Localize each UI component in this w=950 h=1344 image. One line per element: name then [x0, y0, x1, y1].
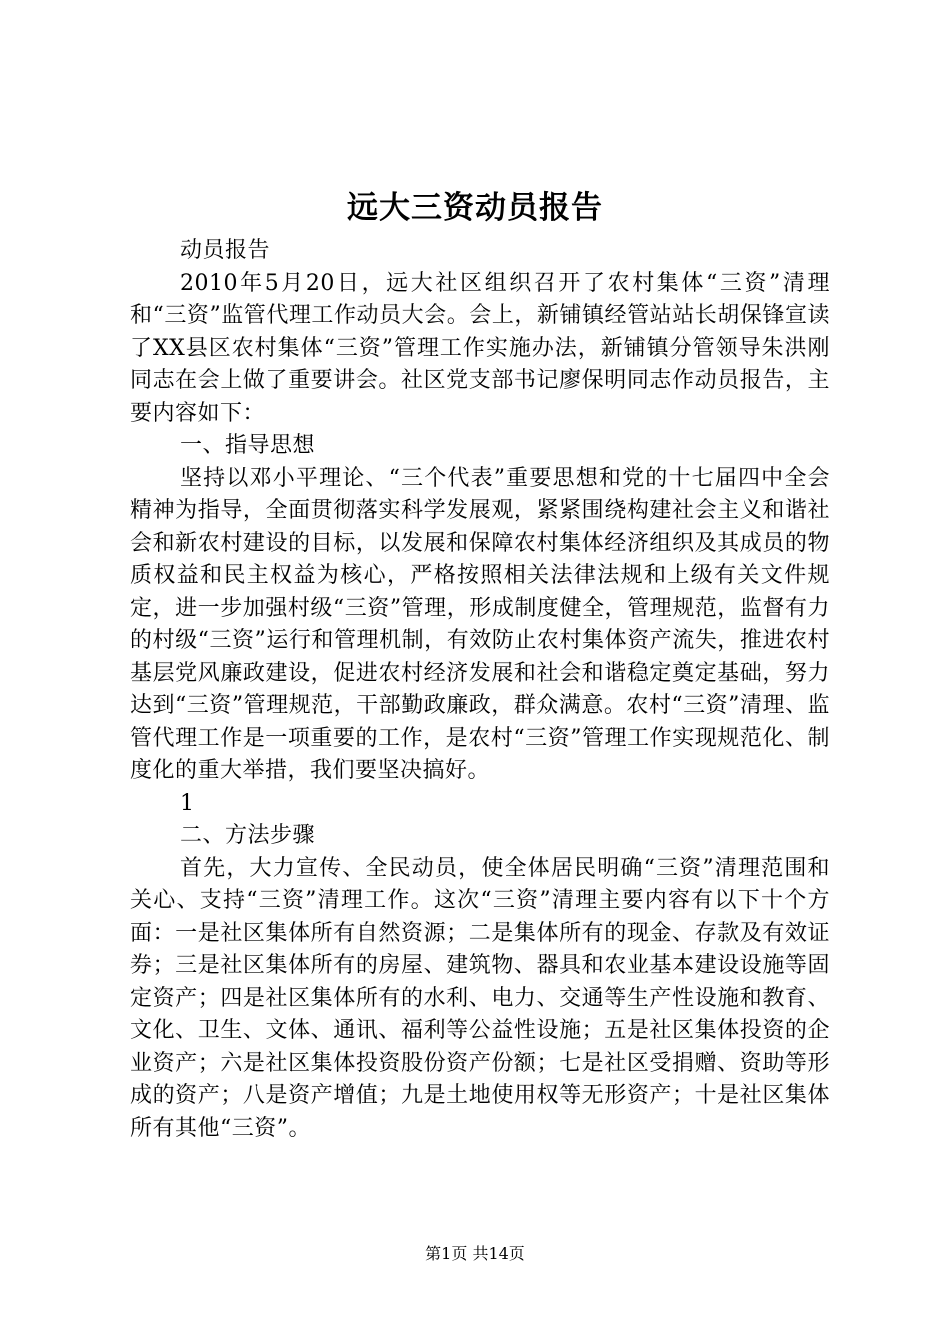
section-heading-guiding-ideology: 一、指导思想 [180, 433, 316, 458]
inline-page-number: 1 [180, 790, 195, 816]
paragraph-subtitle: 动员报告 [180, 238, 271, 263]
paragraph-methods-steps: 首先，大力宣传、全民动员，使全体居民明确“三资”清理范围和关心、支持“三资”清理工作。这次“三资”清理主要内容有以下十个方面：一是社区集体所有自然资源；二是集体所有的现金、存款及有效证券；三是社区集体所有的房屋、建筑物、器具和农业基本建设设施等固定资产；四是社区集体所有的水利、电力、交通等生产性设施和教育、文化、卫生、文体、通讯、福利等公益性设施；五是社区集体投资的企业资产；六是社区集体投资股份资产份额；七是社区受捐赠、资助等形成的资产；八是资产增值；九是土地使用权等无形资产；十是社区集体所有其他“三资”。 [130, 855, 830, 1141]
paragraph-guiding-ideology: 坚持以邓小平理论、“三个代表”重要思想和党的十七届四中全会精神为指导，全面贯彻落实科学发展观，紧紧围绕构建社会主义和谐社会和新农村建设的目标，以发展和保障农村集体经济组织及其成员的物质权益和民主权益为核心，严格按照相关法律法规和上级有关文件规定，进一步加强村级“三资”管理，形成制度健全，管理规范，监督有力的村级“三资”运行和管理机制，有效防止农村集体资产流失，推进农村基层党风廉政建设，促进农村经济发展和社会和谐稳定奠定基础，努力达到“三资”管理规范，干部勤政廉政，群众满意。农村“三资”清理、监管代理工作是一项重要的工作，是农村“三资”管理工作实现规范化、制度化的重大举措，我们要坚决搞好。 [130, 465, 830, 783]
section-heading-methods-steps: 二、方法步骤 [180, 823, 316, 848]
paragraph-intro: 2010年5月20日，远大社区组织召开了农村集体“三资”清理和“三资”监管代理工作动员大会。会上，新铺镇经管站站长胡保锋宣读了XX县区农村集体“三资”管理工作实施办法，新铺镇分管领导朱洪刚同志在会上做了重要讲会。社区党支部书记廖保明同志作动员报告，主要内容如下： [130, 270, 830, 426]
document-title: 远大三资动员报告 [347, 190, 603, 226]
page-footer: 第1页 共14页 [425, 1244, 525, 1263]
document-body [130, 235, 830, 1145]
